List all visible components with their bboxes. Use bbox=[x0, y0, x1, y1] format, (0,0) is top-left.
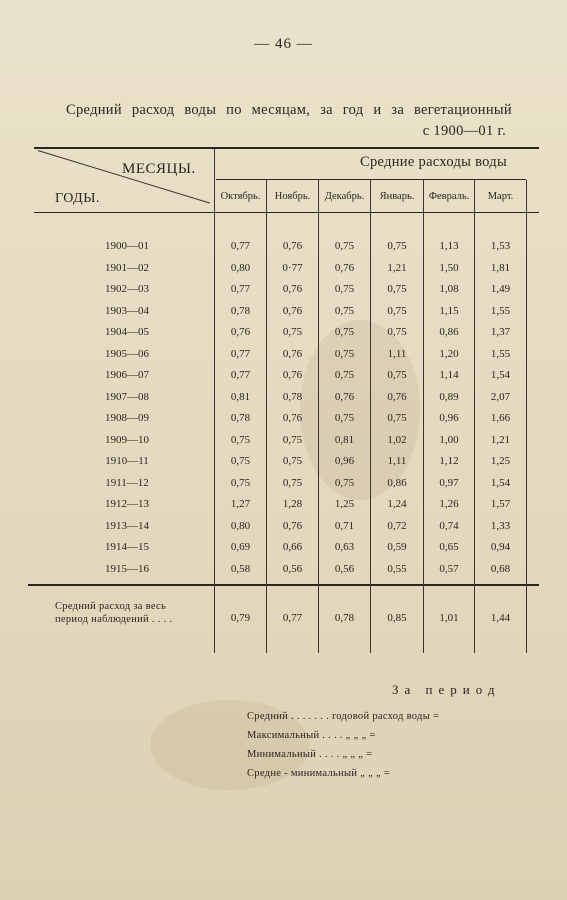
table-cell: 0,75 bbox=[334, 326, 355, 338]
column-header: Ноябрь. bbox=[274, 191, 311, 202]
table-cell: 1,21 bbox=[387, 262, 407, 274]
page-number: — 46 — bbox=[254, 36, 313, 52]
table-cell: 0,86 bbox=[387, 477, 407, 489]
table-cell: 0,72 bbox=[387, 520, 407, 532]
row-year: 1906—07 bbox=[105, 369, 149, 381]
row-year: 1909—10 bbox=[105, 434, 149, 446]
row-year: 1907—08 bbox=[105, 391, 149, 403]
table-cell: 0,76 bbox=[282, 520, 303, 532]
table-cell: 1,37 bbox=[490, 326, 511, 338]
table-cell: 0,75 bbox=[334, 477, 355, 489]
table-cell: 0,75 bbox=[230, 455, 251, 467]
column-header: Февраль. bbox=[428, 191, 470, 202]
row-year: 1914—15 bbox=[105, 541, 149, 553]
table-cell: 0,75 bbox=[282, 434, 303, 446]
row-year: 1908—09 bbox=[105, 412, 149, 424]
table-cell: 0,56 bbox=[282, 563, 303, 575]
table-cell: 0,75 bbox=[387, 369, 407, 381]
table-cell: 0,68 bbox=[490, 563, 511, 575]
table-cell: 1,21 bbox=[490, 434, 511, 446]
average-label-line-1: Средний расход за весь bbox=[55, 601, 167, 612]
table-cell: 0,89 bbox=[439, 391, 459, 403]
period-row-minimum: Минимальный . . . . „ „ „ = bbox=[247, 749, 373, 760]
group-header-rule bbox=[216, 179, 526, 180]
period-title: За период bbox=[392, 682, 501, 697]
column-header: Декабрь. bbox=[324, 191, 365, 202]
table-cell: 0,76 bbox=[334, 391, 355, 403]
table-cell: 0,80 bbox=[230, 520, 251, 532]
row-year: 1904—05 bbox=[105, 326, 149, 338]
column-header: Январь. bbox=[379, 191, 415, 202]
row-year: 1902—03 bbox=[105, 283, 149, 295]
table-cell: 1,13 bbox=[439, 240, 459, 252]
period-row-maximum: Максимальный . . . . „ „ „ = bbox=[247, 730, 376, 741]
table-cell: 1,53 bbox=[490, 240, 511, 252]
table-top-rule bbox=[34, 147, 539, 149]
table-cell: 0,75 bbox=[282, 326, 303, 338]
table-cell: 1,49 bbox=[490, 283, 511, 295]
table-cell: 0·77 bbox=[282, 262, 303, 274]
table-cell: 0,97 bbox=[439, 477, 459, 489]
table-cell: 0,63 bbox=[334, 541, 355, 553]
table-cell: 1,02 bbox=[387, 434, 407, 446]
title-line-1: Средний расход воды по месяцам, за год и за вегетационный bbox=[66, 102, 512, 118]
table-cell: 0,75 bbox=[334, 369, 355, 381]
column-rule bbox=[526, 180, 527, 653]
row-year: 1905—06 bbox=[105, 348, 149, 360]
header-bottom-rule bbox=[34, 212, 539, 213]
average-cell: 0,85 bbox=[387, 612, 407, 624]
average-cell: 0,77 bbox=[282, 612, 303, 624]
table-cell: 0,78 bbox=[282, 391, 303, 403]
table-cell: 1,11 bbox=[387, 348, 407, 360]
table-cell: 0,75 bbox=[282, 477, 303, 489]
table-cell: 0,59 bbox=[387, 541, 407, 553]
average-cell: 0,78 bbox=[334, 612, 355, 624]
table-cell: 1,12 bbox=[439, 455, 459, 467]
table-cell: 0,77 bbox=[230, 240, 251, 252]
table-cell: 0,76 bbox=[282, 283, 303, 295]
table-cell: 0,96 bbox=[439, 412, 459, 424]
table-cell: 0,75 bbox=[230, 434, 251, 446]
table-cell: 1,00 bbox=[439, 434, 459, 446]
table-cell: 0,81 bbox=[230, 391, 251, 403]
table-cell: 0,86 bbox=[439, 326, 459, 338]
table-cell: 0,75 bbox=[334, 412, 355, 424]
period-row-average: Средний . . . . . . . годовой расход воды = bbox=[247, 711, 440, 722]
average-label-line-2: период наблюдений . . . . bbox=[55, 614, 173, 625]
average-label bbox=[55, 600, 205, 626]
table-cell: 1,26 bbox=[439, 498, 459, 510]
table-cell: 0,75 bbox=[334, 305, 355, 317]
table-cell: 1,50 bbox=[439, 262, 459, 274]
table-cell: 1,81 bbox=[490, 262, 511, 274]
table-cell: 0,66 bbox=[282, 541, 303, 553]
column-header: Март. bbox=[487, 191, 514, 202]
table-cell: 0,76 bbox=[230, 326, 251, 338]
table-cell: 1,57 bbox=[490, 498, 511, 510]
table-cell: 0,75 bbox=[230, 477, 251, 489]
years-header: ГОДЫ. bbox=[55, 191, 100, 206]
table-cell: 0,76 bbox=[282, 348, 303, 360]
title-line-2: с 1900—01 г. bbox=[422, 123, 506, 139]
table-cell: 0,55 bbox=[387, 563, 407, 575]
table-cell: 1,54 bbox=[490, 369, 511, 381]
table-cell: 0,77 bbox=[230, 369, 251, 381]
table-cell: 0,75 bbox=[334, 283, 355, 295]
table-cell: 1,54 bbox=[490, 477, 511, 489]
table-cell: 0,75 bbox=[282, 455, 303, 467]
table-cell: 1,24 bbox=[387, 498, 407, 510]
page-title bbox=[66, 100, 512, 142]
table-cell: 0,78 bbox=[230, 412, 251, 424]
row-year: 1903—04 bbox=[105, 305, 149, 317]
table-cell: 1,55 bbox=[490, 348, 511, 360]
table-cell: 0,96 bbox=[334, 455, 355, 467]
table-cell: 0,65 bbox=[439, 541, 459, 553]
body-bottom-rule bbox=[28, 584, 539, 586]
table-cell: 1,20 bbox=[439, 348, 459, 360]
table-cell: 1,14 bbox=[439, 369, 459, 381]
table-cell: 0,75 bbox=[387, 412, 407, 424]
table-cell: 0,75 bbox=[387, 305, 407, 317]
table-cell: 0,81 bbox=[334, 434, 355, 446]
table-cell: 1,33 bbox=[490, 520, 511, 532]
months-header: МЕСЯЦЫ. bbox=[122, 161, 196, 177]
table-cell: 0,75 bbox=[334, 348, 355, 360]
table-cell: 0,76 bbox=[387, 391, 407, 403]
table-cell: 0,78 bbox=[230, 305, 251, 317]
table-cell: 0,74 bbox=[439, 520, 459, 532]
table-cell: 1,25 bbox=[490, 455, 511, 467]
average-cell: 1,44 bbox=[490, 612, 511, 624]
table-cell: 0,76 bbox=[282, 369, 303, 381]
table-cell: 1,11 bbox=[387, 455, 407, 467]
row-year: 1901—02 bbox=[105, 262, 149, 274]
table-cell: 1,28 bbox=[282, 498, 303, 510]
period-row-mean-minimum: Средне - минимальный „ „ „ = bbox=[247, 768, 391, 779]
table-cell: 1,08 bbox=[439, 283, 459, 295]
row-year: 1910—11 bbox=[105, 455, 149, 467]
table-cell: 0,71 bbox=[334, 520, 355, 532]
row-year: 1911—12 bbox=[105, 477, 149, 489]
table-cell: 0,76 bbox=[282, 412, 303, 424]
row-year: 1912—13 bbox=[105, 498, 149, 510]
table-cell: 0,94 bbox=[490, 541, 511, 553]
table-cell: 0,80 bbox=[230, 262, 251, 274]
table-cell: 0,76 bbox=[334, 262, 355, 274]
row-year: 1900—01 bbox=[105, 240, 149, 252]
table-cell: 0,58 bbox=[230, 563, 251, 575]
column-header: Октябрь. bbox=[220, 191, 261, 202]
average-cell: 1,01 bbox=[439, 612, 459, 624]
table-cell: 0,75 bbox=[387, 326, 407, 338]
table-cell: 0,75 bbox=[387, 283, 407, 295]
table-cell: 0,75 bbox=[334, 240, 355, 252]
average-cell: 0,79 bbox=[230, 612, 251, 624]
table-cell: 0,57 bbox=[439, 563, 459, 575]
table-cell: 0,69 bbox=[230, 541, 251, 553]
table-cell: 1,55 bbox=[490, 305, 511, 317]
table-cell: 0,76 bbox=[282, 305, 303, 317]
table-cell: 0,77 bbox=[230, 348, 251, 360]
table-cell: 2,07 bbox=[490, 391, 511, 403]
table-cell: 1,25 bbox=[334, 498, 355, 510]
table-cell: 1,27 bbox=[230, 498, 251, 510]
table-cell: 0,77 bbox=[230, 283, 251, 295]
table-cell: 0,76 bbox=[282, 240, 303, 252]
group-header: Средние расходы воды bbox=[360, 154, 508, 170]
table-cell: 1,66 bbox=[490, 412, 511, 424]
table-cell: 0,75 bbox=[387, 240, 407, 252]
table-cell: 1,15 bbox=[439, 305, 459, 317]
table-cell: 0,56 bbox=[334, 563, 355, 575]
row-year: 1913—14 bbox=[105, 520, 149, 532]
row-year: 1915—16 bbox=[105, 563, 149, 575]
